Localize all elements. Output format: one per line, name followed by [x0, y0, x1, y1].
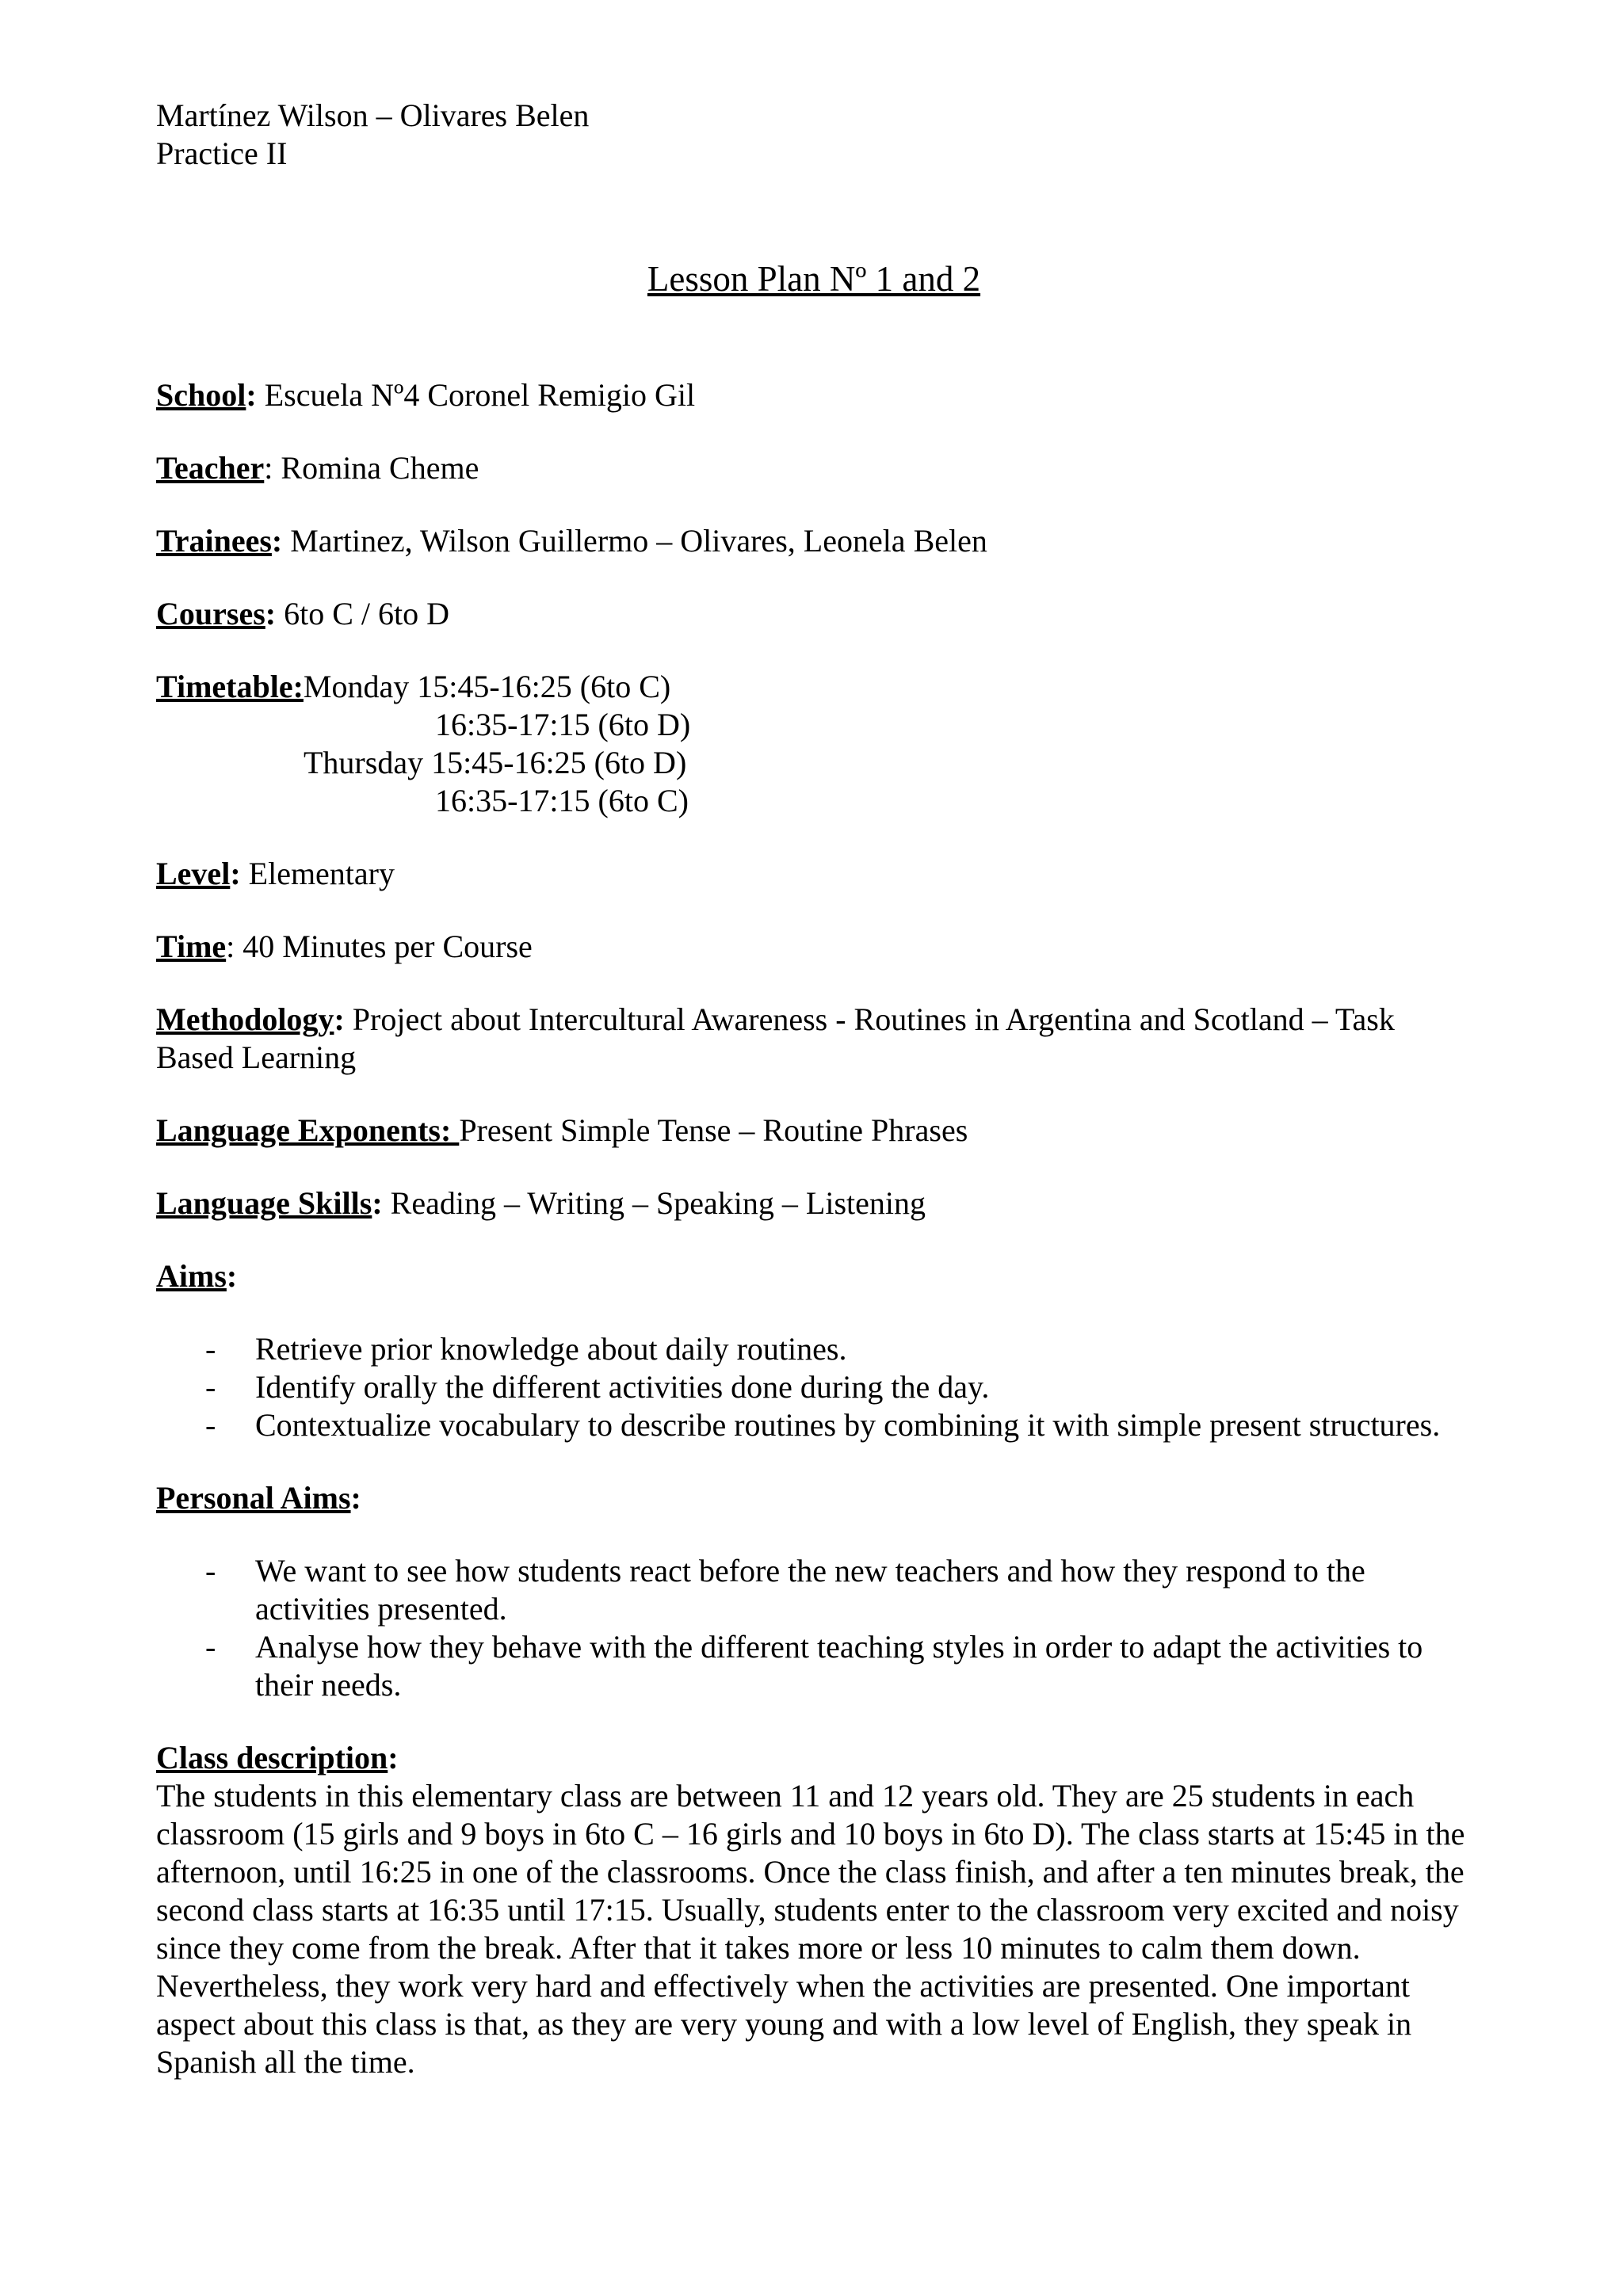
list-item: - Retrieve prior knowledge about daily routines.: [205, 1331, 847, 1367]
timetable-row: [156, 706, 1472, 744]
timetable-row: [156, 782, 1472, 820]
list-item: - We want to see how students react before the new teachers and how they respond to the activities presented.: [205, 1553, 1365, 1627]
field-courses: Courses: 6to C / 6to D: [156, 596, 450, 631]
timetable-slot: 16:35-17:15 (6to D): [435, 707, 691, 742]
class-description-paragraph: The students in this elementary class are between 11 and 12 years old. They are 25 students in each classroom (15 girls and 9 boys in 6to C – 16 girls and 10 boys in 6to D). The class starts at 15:45 in the afternoon, until 16:25 in one of the classrooms. Once the class finish, and after a ten minutes break, the second class starts at 16:35 until 17:15. Usually, students enter to the classroom very excited and noisy since they come from the break. After that it takes more or less 10 minutes to calm them down. Nevertheless, they work very hard and effectively when the activities are presented. One important aspect about this class is that, as they are very young and with a low level of English, they speak in Spanish all the time.: [156, 1778, 1465, 2080]
field-value: Martinez, Wilson Guillermo – Olivares, Leonela Belen: [282, 523, 987, 559]
personal-aims-list: [156, 1552, 1472, 1704]
field-trainees: Trainees: Martinez, Wilson Guillermo – Olivares, Leonela Belen: [156, 523, 987, 559]
field-value: Reading – Writing – Speaking – Listening: [382, 1185, 926, 1221]
field-timetable: [156, 668, 1472, 820]
class-description-heading: Class description:: [156, 1740, 399, 1775]
field-value: : Romina Cheme: [264, 450, 479, 486]
field-label: Courses: [156, 596, 265, 631]
field-value: Present Simple Tense – Routine Phrases: [459, 1112, 968, 1148]
subject-line: Practice II: [156, 135, 288, 171]
field-school: School: Escuela Nº4 Coronel Remigio Gil: [156, 377, 696, 413]
field-label: Time: [156, 929, 227, 964]
field-language-skills: Language Skills: Reading – Writing – Speaking – Listening: [156, 1185, 926, 1221]
field-label: Language Exponents:: [156, 1112, 460, 1148]
timetable-slot: 15:45-16:25 (6to C): [409, 669, 671, 704]
section-label: Aims: [156, 1258, 227, 1294]
aims-heading: Aims:: [156, 1258, 238, 1294]
personal-aims-heading: Personal Aims:: [156, 1480, 361, 1516]
field-value: Project about Intercultural Awareness - Routines in Argentina and Scotland – Task Based Learning: [156, 1001, 1395, 1075]
section-label: Class description: [156, 1740, 388, 1775]
field-language-exponents: [156, 1112, 1472, 1150]
field-label: School: [156, 377, 246, 413]
field-value: 6to C / 6to D: [276, 596, 450, 631]
field-value: : 40 Minutes per Course: [226, 929, 533, 964]
field-label: Timetable:: [156, 669, 304, 704]
field-value: Escuela Nº4 Coronel Remigio Gil: [256, 377, 696, 413]
page-title: Lesson Plan Nº 1 and 2: [647, 259, 981, 299]
timetable-row: [156, 744, 1472, 782]
field-label: Level: [156, 856, 231, 891]
field-teacher: [156, 449, 1472, 487]
field-time: [156, 928, 1472, 966]
timetable-day: Thursday: [304, 745, 424, 780]
field-methodology: Methodology: Project about Intercultural Awareness - Routines in Argentina and Scotland – Task Based Learning: [156, 1001, 1395, 1075]
aims-list: [156, 1330, 1472, 1444]
authors-line: Martínez Wilson – Olivares Belen: [156, 97, 590, 133]
timetable-day: Monday: [303, 669, 410, 704]
list-item: - Identify orally the different activities done during the day.: [205, 1369, 990, 1405]
timetable-slot: 15:45-16:25 (6to D): [423, 745, 687, 780]
section-label: Personal Aims: [156, 1480, 351, 1516]
field-level: Level: Elementary: [156, 856, 395, 891]
field-label: Teacher: [156, 450, 265, 486]
list-item: - Contextualize vocabulary to describe routines by combining it with simple present structures.: [205, 1407, 1441, 1443]
timetable-row: [156, 668, 1472, 706]
timetable-slot: 16:35-17:15 (6to C): [435, 783, 689, 818]
field-value: Elementary: [240, 856, 395, 891]
field-label: Language Skills: [156, 1185, 372, 1221]
list-item: - Analyse how they behave with the different teaching styles in order to adapt the activities to their needs.: [205, 1629, 1423, 1703]
field-label: Trainees: [156, 523, 272, 559]
document-page: [156, 97, 1472, 2081]
field-label: Methodology: [156, 1001, 334, 1037]
